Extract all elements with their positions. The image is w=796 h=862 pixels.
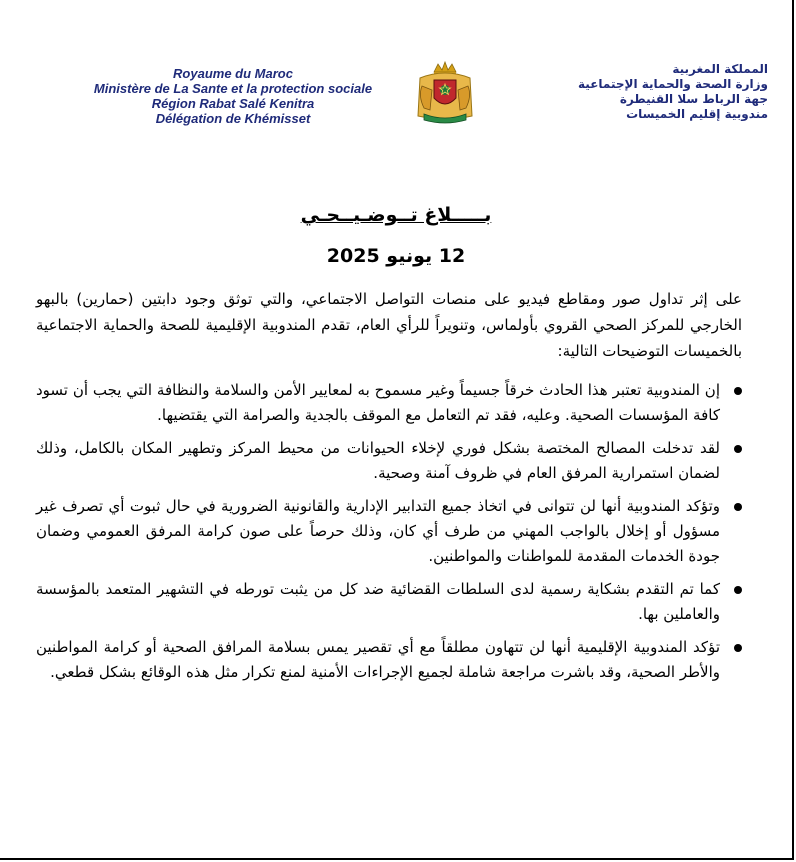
letterhead-ar-line: مندوبية إقليم الخميسات xyxy=(626,107,768,121)
letterhead-ar-line: وزارة الصحة والحماية الإجتماعية xyxy=(578,77,768,91)
list-item-text: كما تم التقدم بشكاية رسمية لدى السلطات القضائية ضد كل من يثبت تورطه في التشهير المتعمد بالمؤسسة والعاملين بها. xyxy=(36,580,720,623)
bullet-icon xyxy=(734,445,742,453)
french-letterhead xyxy=(62,66,404,126)
bullet-icon xyxy=(734,503,742,511)
list-item xyxy=(36,378,742,428)
list-item xyxy=(36,436,742,486)
letterhead-ar-line: المملكة المغربية xyxy=(672,62,768,76)
communique-title: بـــــلاغ تــوضـيــحـي xyxy=(300,204,492,226)
letterhead-fr-line: Délégation de Khémisset xyxy=(155,111,311,126)
list-item-text: تؤكد المندوبية الإقليمية أنها لن تتهاون مطلقاً مع أي تقصير يمس بسلامة المرافق الصحية أو كرامة المواطنين والأطر الصحية، وقد باشرت مراجعة شاملة لجميع الإجراءات الأمنية لمنع تكرار مثل هذه الوقائع بشكل قطعي. xyxy=(36,638,720,681)
coat-of-arms-icon xyxy=(410,60,480,126)
list-item xyxy=(36,635,742,685)
list-item xyxy=(36,577,742,627)
letterhead-fr-line: Royaume du Maroc xyxy=(173,66,293,81)
bullet-icon xyxy=(734,586,742,594)
arabic-letterhead xyxy=(540,62,768,122)
clarifications-list xyxy=(36,378,742,693)
letterhead-fr-line: Région Rabat Salé Kenitra xyxy=(151,96,315,111)
letterhead-fr-line: Ministère de La Sante et la protection sociale xyxy=(93,81,373,96)
list-item xyxy=(36,494,742,569)
letterhead-ar-line: جهة الرباط سلا القنيطرة xyxy=(619,92,768,106)
bullet-icon xyxy=(734,644,742,652)
list-item-text: إن المندوبية تعتبر هذا الحادث خرقاً جسيماً وغير مسموح به لمعايير الأمن والسلامة والنظافة التي يجب أن تسود كافة المؤسسات الصحية. وعليه، فقد تم التعامل مع الموقف بالجدية والصرامة التي يقتضيها. xyxy=(36,381,720,424)
list-item-text: وتؤكد المندوبية أنها لن تتوانى في اتخاذ جميع التدابير الإدارية والقانونية الضرورية في حال ثبوت أي تصرف غير مسؤول أو إخلال بالواجب المهني من طرف أي كان، وذلك حرصاً على صون كرامة المرفق العمومي وضمان جودة الخدمات المقدمة للمواطنات والمواطنين. xyxy=(36,497,720,565)
list-item-text: لقد تدخلت المصالح المختصة بشكل فوري لإخلاء الحيوانات من محيط المركز وتطهير المكان بالكامل، وذلك لضمان استمرارية المرفق العام في ظروف آمنة وصحية. xyxy=(36,439,720,482)
intro-paragraph: على إثر تداول صور ومقاطع فيديو على منصات التواصل الاجتماعي، والتي توثق وجود دابتين (حمارين) بالبهو الخارجي للمركز الصحي القروي بأولماس، وتنويراً للرأي العام، تقدم المندوبية الإقليمية للصحة والحماية الاجتماعية بالخميسات التوضيحات التالية: xyxy=(36,290,742,360)
communique-date: 12 يونيو 2025 xyxy=(326,245,466,267)
bullet-icon xyxy=(734,387,742,395)
